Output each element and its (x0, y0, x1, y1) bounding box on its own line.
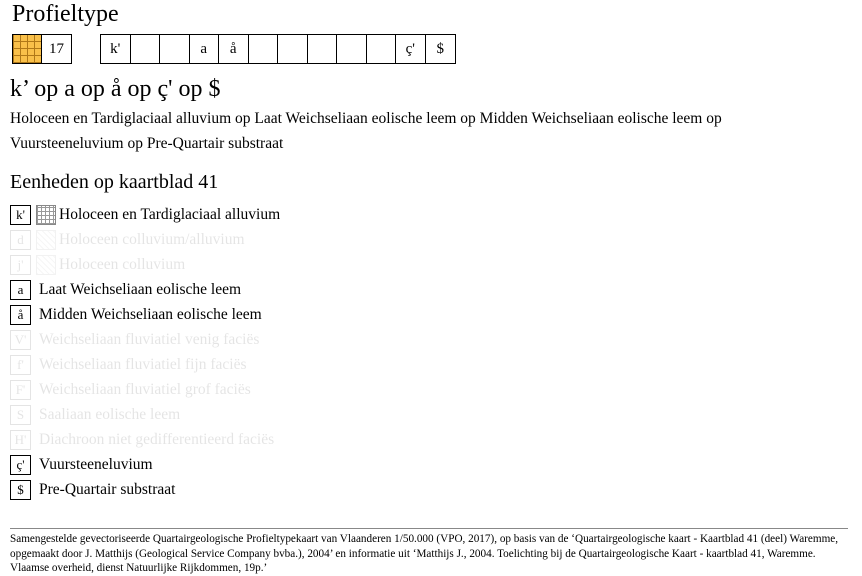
code-cell (160, 35, 190, 63)
unit-label: Weichseliaan fluviatiel grof faciës (39, 380, 251, 398)
unit-row (10, 452, 280, 477)
unit-code: å (10, 305, 31, 325)
unit-code: F' (10, 380, 31, 400)
unit-label: Weichseliaan fluviatiel fijn faciës (39, 355, 247, 373)
unit-row (10, 377, 280, 402)
unit-row (10, 227, 280, 252)
unit-row (10, 402, 280, 427)
unit-label: Laat Weichseliaan eolische leem (39, 280, 242, 298)
unit-label: Holoceen colluvium/alluvium (59, 230, 245, 248)
unit-label: Weichseliaan fluviatiel venig faciës (39, 330, 260, 348)
unit-code: f' (10, 355, 31, 375)
unit-row (10, 327, 280, 352)
unit-row (10, 427, 280, 452)
unit-label: Midden Weichseliaan eolische leem (39, 305, 262, 323)
profile-description: Holoceen en Tardiglaciaal alluvium op Laat Weichseliaan eolische leem op Midden Weichseliaan eolische leem op Vuursteeneluvium op Pre-Quartair substraat (10, 110, 722, 152)
code-cell: $ (436, 41, 444, 57)
profile-code-strip (12, 34, 456, 64)
code-cell: å (219, 35, 249, 63)
code-cell: a (190, 35, 220, 63)
source-footnote: Samengestelde gevectoriseerde Quartairgeologische Profieltypekaart van Vlaanderen 1/50.000 (VPO, 2017), op basis van de ‘Quartairgeologische kaart - Kaartblad 41 (deel) Waremme, opgemaakt door J. Matthijs (Geological Service Company bvba.), 2004’ en informatie uit ‘Matthijs J., 2004. Toelichting bij de Quartairgeologische Kaart - kaartblad 41, Waremme. Vlaamse overheid, dienst Natuurlijke Rijkdommen, 19p.’ (10, 528, 848, 576)
code-cell: ç' (396, 35, 426, 63)
code-cell (131, 35, 161, 63)
unit-code: k' (10, 205, 31, 225)
unit-code: ç' (10, 455, 31, 475)
unit-label: Holoceen en Tardiglaciaal alluvium (59, 205, 281, 223)
hatch-pattern-icon (36, 255, 56, 275)
code-cell (249, 35, 279, 63)
unit-code: j' (10, 255, 31, 275)
code-cells (100, 34, 456, 64)
units-list (10, 202, 280, 502)
unit-label: Diachroon niet gedifferentieerd faciës (39, 430, 275, 448)
unit-label: Pre-Quartair substraat (39, 480, 176, 498)
profile-count: 17 (42, 34, 72, 64)
code-cell (337, 35, 367, 63)
code-cell (308, 35, 338, 63)
code-cell (278, 35, 308, 63)
units-title: Eenheden op kaartblad 41 (10, 171, 219, 193)
code-cell: k' (101, 35, 131, 63)
unit-code: d (10, 230, 31, 250)
orange-grid-swatch-icon (12, 34, 42, 64)
unit-code: S (10, 405, 31, 425)
unit-label: Vuursteeneluvium (39, 455, 153, 473)
unit-row (10, 477, 280, 502)
unit-row (10, 202, 280, 227)
hatch-pattern-icon (36, 230, 56, 250)
unit-label: Holoceen colluvium (59, 255, 186, 273)
unit-row (10, 302, 280, 327)
unit-row (10, 252, 280, 277)
unit-row (10, 352, 280, 377)
page-title: Profieltype (12, 1, 119, 27)
profile-formula: k’ op a op å op ç' op $ (10, 76, 221, 102)
code-cell (367, 35, 397, 63)
unit-code: a (10, 280, 31, 300)
unit-code: $ (10, 480, 31, 500)
unit-code: H' (10, 430, 31, 450)
grid-pattern-icon (36, 205, 56, 225)
unit-row (10, 277, 280, 302)
unit-label: Saaliaan eolische leem (39, 405, 181, 423)
unit-code: V' (10, 330, 31, 350)
